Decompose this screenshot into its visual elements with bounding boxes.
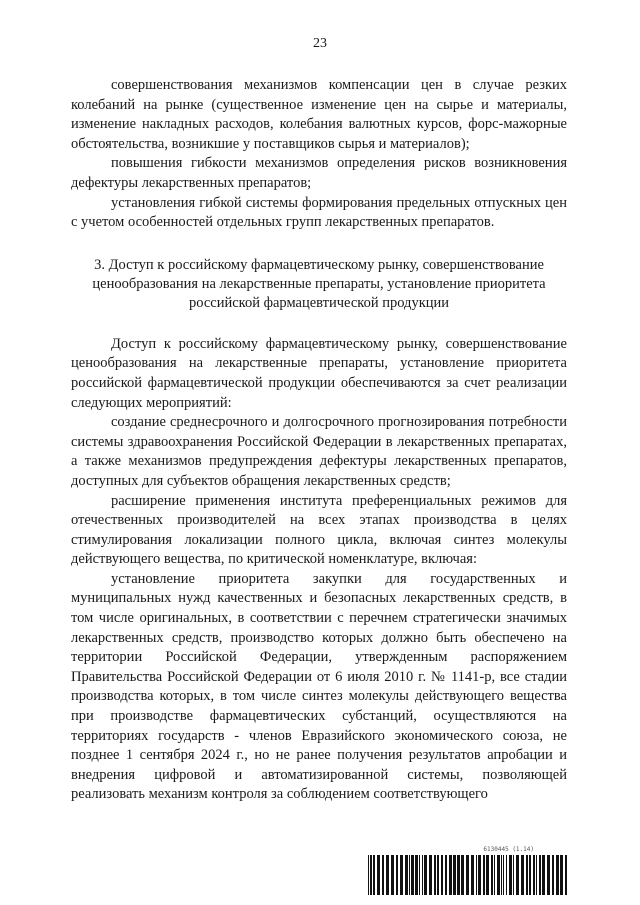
paragraph: Доступ к российскому фармацевтическому рынку, совершенствование ценообразования на лекарственные препараты, установление приоритета российской фармацевтической продукции обеспечиваются за счет реализации следующих мероприятий: xyxy=(71,335,567,411)
barcode-bar xyxy=(516,855,519,895)
paragraph: совершенствования механизмов компенсации цен в случае резких колебаний на рынке (существенное изменение цен на сырье и материалы, изменение накладных расходов, колебания валютных курсов, форс-мажорные обстоятельства, возникшие у поставщиков сырья и материалов); xyxy=(71,77,567,152)
barcode-bar xyxy=(449,855,452,895)
barcode-bar xyxy=(494,855,495,895)
barcode-bar xyxy=(521,855,524,895)
barcode-bar xyxy=(445,855,447,895)
barcode-bar xyxy=(491,855,493,895)
barcode-bar xyxy=(509,855,512,895)
barcode-bar xyxy=(419,855,420,895)
barcode-bar xyxy=(536,855,537,895)
paragraph: создание среднесрочного и долгосрочного прогнозирования потребности системы здравоохранения Российской Федерации в лекарственных препаратах, а также механизмов предупреждения дефектуры лекарственных препаратов, доступных для субъектов обращения лекарственных средств; xyxy=(71,414,567,489)
barcode-bar xyxy=(409,855,410,895)
barcode-bar xyxy=(422,855,423,895)
barcode-bar xyxy=(503,855,504,895)
paragraph: повышения гибкости механизмов определения рисков возникновения дефектуры лекарственных препаратов; xyxy=(71,155,567,191)
barcode-code: 6130445 (1.14) xyxy=(483,846,534,853)
barcode-bar xyxy=(560,855,563,895)
barcode-bar xyxy=(497,855,500,895)
barcode-bar xyxy=(434,855,436,895)
barcode-bar xyxy=(461,855,464,895)
paragraph: расширение применения института преференциальных режимов для отечественных производителей на всех этапах производства в целях стимулирования локализации полного цикла, включая синтез молекулы действующего вещества, по критической номенклатуре, включая: xyxy=(71,492,567,568)
barcode-bar xyxy=(556,855,559,895)
barcode-bar xyxy=(368,855,369,895)
barcode-bar xyxy=(441,855,443,895)
barcode-bar xyxy=(382,855,384,895)
paragraph: установления гибкой системы формирования предельных отпускных цен с учетом особенностей отдельных групп лекарственных препаратов. xyxy=(71,194,567,231)
document-body xyxy=(71,76,567,805)
barcode-bar xyxy=(547,855,550,895)
barcode-bar xyxy=(552,855,554,895)
barcode-bar xyxy=(565,855,567,895)
barcode-bar xyxy=(529,855,531,895)
barcode-bar xyxy=(377,855,380,895)
barcode-bar xyxy=(457,855,460,895)
barcode-bar xyxy=(415,855,418,895)
barcode-bar xyxy=(370,855,372,895)
barcode-bar xyxy=(453,855,456,895)
section-heading: 3. Доступ к российскому фармацевтическому рынку, совершенствование ценообразования на лекарственные препараты, установление приоритета российской фармацевтической продукции xyxy=(92,256,546,311)
barcode-bar xyxy=(542,855,545,895)
barcode-bar xyxy=(501,855,502,895)
barcode-bar xyxy=(437,855,439,895)
paragraph: установление приоритета закупки для государственных и муниципальных нужд качественных и безопасных лекарственных средств, в том числе оригинальных, в соответствии с перечнем стратегически значимых лекарственных средств, производство которых должно быть обеспечено на территории Российской Федерации, утвержденным распоряжением Правительства Российской Федерации от 6 июля 2010 г. № 1141-р, все стадии производства которых, в том числе синтез молекулы действующего вещества при производстве фармацевтических субстанций, осуществляются на территориях государств - членов Евразийского экономического союза, не позднее 1 сентября 2024 г., но не ранее получения результатов апробации и внедрения цифровой и автоматизированной системы, позволяющей реализовать механизм контроля за соблюдением соответствующего xyxy=(71,570,567,803)
barcode-bar xyxy=(471,855,474,895)
barcode-bar xyxy=(483,855,485,895)
barcode-bar xyxy=(400,855,403,895)
barcode-bar xyxy=(405,855,408,895)
barcode-bar xyxy=(429,855,432,895)
barcode-bar xyxy=(506,855,507,895)
barcode-bar xyxy=(466,855,469,895)
barcode-bar xyxy=(424,855,427,895)
barcode-bar xyxy=(486,855,489,895)
barcode-bar xyxy=(539,855,541,895)
barcode-bar xyxy=(533,855,535,895)
barcode-bar xyxy=(391,855,394,895)
barcode-bar xyxy=(396,855,398,895)
barcode-bar xyxy=(478,855,481,895)
barcode-bar xyxy=(373,855,375,895)
barcode-icon xyxy=(368,855,570,895)
barcode-bar xyxy=(476,855,477,895)
barcode-bar xyxy=(411,855,414,895)
barcode-bar xyxy=(386,855,389,895)
page-number: 23 xyxy=(313,36,327,51)
barcode-bar xyxy=(526,855,528,895)
barcode-bar xyxy=(513,855,514,895)
